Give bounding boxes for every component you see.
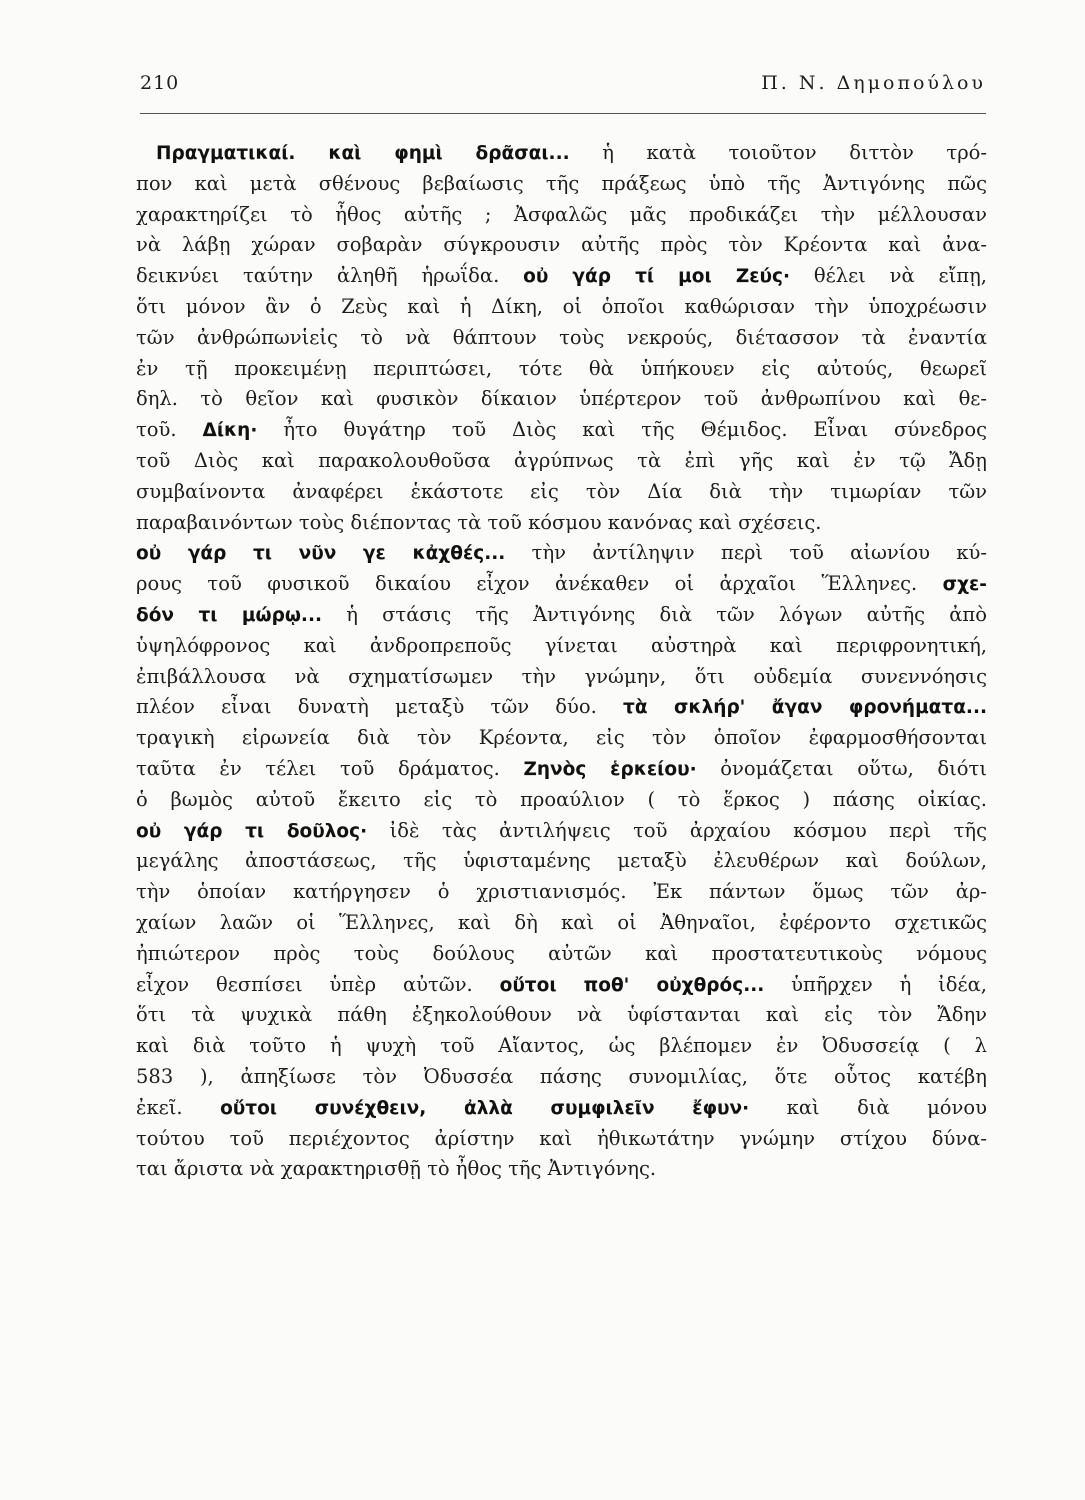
text-segment: ὑπῆρχεν ἡ ἰδέα, xyxy=(764,972,987,996)
text-segment: χαίων λαῶν οἱ Ἕλληνες, καὶ δὴ καὶ οἱ Ἀθηναῖοι, ἐφέροντο σχετικῶς xyxy=(136,910,987,934)
text-segment: ἡ κατὰ τοιοῦτον διττὸν τρό- xyxy=(569,141,987,164)
text-segment: τῶν ἀνθρώπωνἱεἰς τὸ νὰ θάπτουν τοὺς νεκρούς, διέτασσον τὰ ἐναντία xyxy=(136,325,987,349)
text-line xyxy=(136,446,987,477)
lemma-bold: Ζηνὸς ἑρκείου· xyxy=(523,758,697,780)
text-line xyxy=(136,970,987,1001)
text-segment: ἰδὲ τὰς ἀντιλήψεις τοῦ ἀρχαίου κόσμου περὶ τῆς xyxy=(367,818,987,842)
lemma-bold: τὰ σκλήρ' ἄγαν φρονήματα... xyxy=(623,697,987,719)
lemma-bold: σχε- xyxy=(942,574,987,596)
text-line xyxy=(136,138,987,169)
lemma-bold: οὐ γάρ τι δοῦλος· xyxy=(136,820,368,842)
text-segment: ἐκεῖ. xyxy=(136,1095,221,1119)
text-segment: 583 ), ἀπηξίωσε τὸν Ὀδυσσέα πάσης συνομιλίας, ὅτε οὗτος κατέβη xyxy=(136,1064,987,1088)
text-segment: ἐν τῇ προκειμένῃ περιπτώσει, τότε θὰ ὑπήκουεν εἰς αὐτούς, θεωρεῖ xyxy=(136,356,987,380)
text-line xyxy=(136,692,987,723)
text-segment: ὑψηλόφρονος καὶ ἀνδροπρεποῦς γίνεται αὐστηρὰ καὶ περιφρονητική, xyxy=(136,633,987,657)
lemma-bold: Πραγματικαί. καὶ φημὶ δρᾶσαι... xyxy=(156,143,570,164)
text-line xyxy=(136,200,987,231)
text-line xyxy=(136,477,987,508)
text-line xyxy=(136,569,987,600)
text-line xyxy=(136,1124,987,1155)
text-segment: ἠπιώτερον πρὸς τοὺς δούλους αὐτῶν καὶ προστατευτικοὺς νόμους xyxy=(136,941,987,965)
text-line xyxy=(136,415,987,446)
lemma-bold: οὔτοι ποθ' οὐχθρός... xyxy=(499,974,765,996)
text-line xyxy=(136,785,987,816)
text-segment: δηλ. τὸ θεῖον καὶ φυσικὸν δίκαιον ὑπέρτερον τοῦ ἀνθρωπίνου καὶ θε- xyxy=(136,387,987,411)
text-line xyxy=(136,846,987,877)
text-line xyxy=(136,538,987,569)
text-segment: παραβαινόντων τοὺς διέποντας τὰ τοῦ κόσμου κανόνας καὶ σχέσεις. xyxy=(136,510,822,534)
text-line xyxy=(136,1093,987,1124)
page-number: 210 xyxy=(140,72,180,94)
text-line xyxy=(136,508,987,539)
text-segment: ὀνομάζεται οὕτω, διότι xyxy=(696,756,987,780)
text-line xyxy=(136,261,987,292)
text-segment: τραγικὴ εἰρωνεία διὰ τὸν Κρέοντα, εἰς τὸν ὁποῖον ἐφαρμοσθήσονται xyxy=(136,726,987,750)
lemma-bold: δόν τι μώρῳ... xyxy=(136,604,323,626)
text-segment: μεγάλης ἀποστάσεως, τῆς ὑφισταμένης μεταξὺ ἐλευθέρων καὶ δούλων, xyxy=(136,849,987,873)
text-segment: ὅτι τὰ ψυχικὰ πάθη ἐξηκολούθουν νὰ ὑφίστανται καὶ εἰς τὸν Ἄδην xyxy=(136,1003,987,1027)
running-head: Π. Ν. Δημοπούλου xyxy=(761,72,986,94)
text-line xyxy=(136,1062,987,1093)
text-segment: τοῦ Διὸς καὶ παρακολουθοῦσα ἀγρύπνως τὰ ἐπὶ γῆς καὶ ἐν τῷ Ἄδῃ xyxy=(136,448,987,472)
text-segment: καὶ διὰ μόνου xyxy=(749,1095,987,1119)
text-line xyxy=(136,1154,987,1185)
text-segment: ρους τοῦ φυσικοῦ δικαίου εἶχον ἀνέκαθεν οἱ ἀρχαῖοι Ἕλληνες. xyxy=(136,572,943,596)
text-line xyxy=(136,169,987,200)
text-segment: δεικνύει ταύτην ἀληθῆ ἡρωΐδα. xyxy=(136,264,524,288)
lemma-bold: οὐ γάρ τι νῦν γε κἀχθές... xyxy=(136,543,506,565)
text-line xyxy=(136,384,987,415)
text-segment: τὴν ἀντίληψιν περὶ τοῦ αἰωνίου κύ- xyxy=(505,541,987,565)
text-segment: ταῦτα ἐν τέλει τοῦ δράματος. xyxy=(136,756,524,780)
text-line xyxy=(136,1000,987,1031)
text-line xyxy=(136,723,987,754)
text-line xyxy=(136,600,987,631)
text-segment: ἦτο θυγάτηρ τοῦ Διὸς καὶ τῆς Θέμιδος. Εἶναι σύνεδρος xyxy=(257,418,987,442)
text-segment: καὶ διὰ τοῦτο ἡ ψυχὴ τοῦ Αἴαντος, ὡς βλέπομεν ἐν Ὀδυσσείᾳ ( λ xyxy=(136,1034,987,1058)
text-segment: εἶχον θεσπίσει ὑπὲρ αὐτῶν. xyxy=(136,972,500,996)
text-line xyxy=(136,354,987,385)
text-line xyxy=(136,939,987,970)
text-segment: ὅτι μόνον ἂν ὁ Ζεὺς καὶ ἡ Δίκη, οἱ ὁποῖοι καθώρισαν τὴν ὑποχρέωσιν xyxy=(136,294,987,318)
text-line xyxy=(136,816,987,847)
text-segment: νὰ λάβῃ χώραν σοβαρὰν σύγκρουσιν αὐτῆς πρὸς τὸν Κρέοντα καὶ ἀνα- xyxy=(136,233,987,257)
page-header xyxy=(140,70,986,110)
text-line xyxy=(136,1031,987,1062)
lemma-bold: οὔτοι συνέχθειν, ἀλλὰ συμφιλεῖν ἔφυν· xyxy=(220,1097,750,1119)
header-rule xyxy=(140,113,986,114)
text-line xyxy=(136,323,987,354)
text-line xyxy=(136,230,987,261)
text-line xyxy=(136,292,987,323)
text-segment: ὁ βωμὸς αὐτοῦ ἔκειτο εἰς τὸ προαύλιον ( τὸ ἕρκος ) πάσης οἰκίας. xyxy=(136,787,987,811)
lemma-bold: Δίκη· xyxy=(202,420,258,442)
text-line xyxy=(136,754,987,785)
text-line xyxy=(136,877,987,908)
text-segment: τούτου τοῦ περιέχοντος ἀρίστην καὶ ἠθικωτάτην γνώμην στίχου δύνα- xyxy=(136,1126,987,1150)
text-line xyxy=(136,908,987,939)
text-segment: ται ἄριστα νὰ χαρακτηρισθῇ τὸ ἦθος τῆς Ἀντιγόνης. xyxy=(136,1157,657,1181)
text-line xyxy=(136,631,987,662)
text-segment: τὴν ὁποίαν κατήργησεν ὁ χριστιανισμός. Ἐκ πάντων ὅμως τῶν ἀρ- xyxy=(136,880,987,904)
text-segment: ἡ στάσις τῆς Ἀντιγόνης διὰ τῶν λόγων αὐτῆς ἀπὸ xyxy=(322,602,987,626)
text-line xyxy=(136,662,987,693)
lemma-bold: οὐ γάρ τί μοι Ζεύς· xyxy=(523,266,791,288)
text-segment: συμβαίνοντα ἀναφέρει ἑκάστοτε εἰς τὸν Δία διὰ τὴν τιμωρίαν τῶν xyxy=(136,479,987,503)
text-segment: θέλει νὰ εἴπῃ, xyxy=(790,264,987,288)
commentary-text xyxy=(136,138,987,1185)
text-segment: τοῦ. xyxy=(136,418,203,442)
text-segment: ἐπιβάλλουσα νὰ σχηματίσωμεν τὴν γνώμην, ὅτι οὐδεμία συνεννόησις xyxy=(136,664,987,688)
text-segment: πλέον εἶναι δυνατὴ μεταξὺ τῶν δύο. xyxy=(136,695,624,719)
text-segment: πον καὶ μετὰ σθένους βεβαίωσις τῆς πράξεως ὑπὸ τῆς Ἀντιγόνης πῶς xyxy=(136,171,987,195)
text-segment: χαρακτηρίζει τὸ ἦθος αὐτῆς ; Ἀσφαλῶς μᾶς προδικάζει τὴν μέλλουσαν xyxy=(136,202,987,226)
